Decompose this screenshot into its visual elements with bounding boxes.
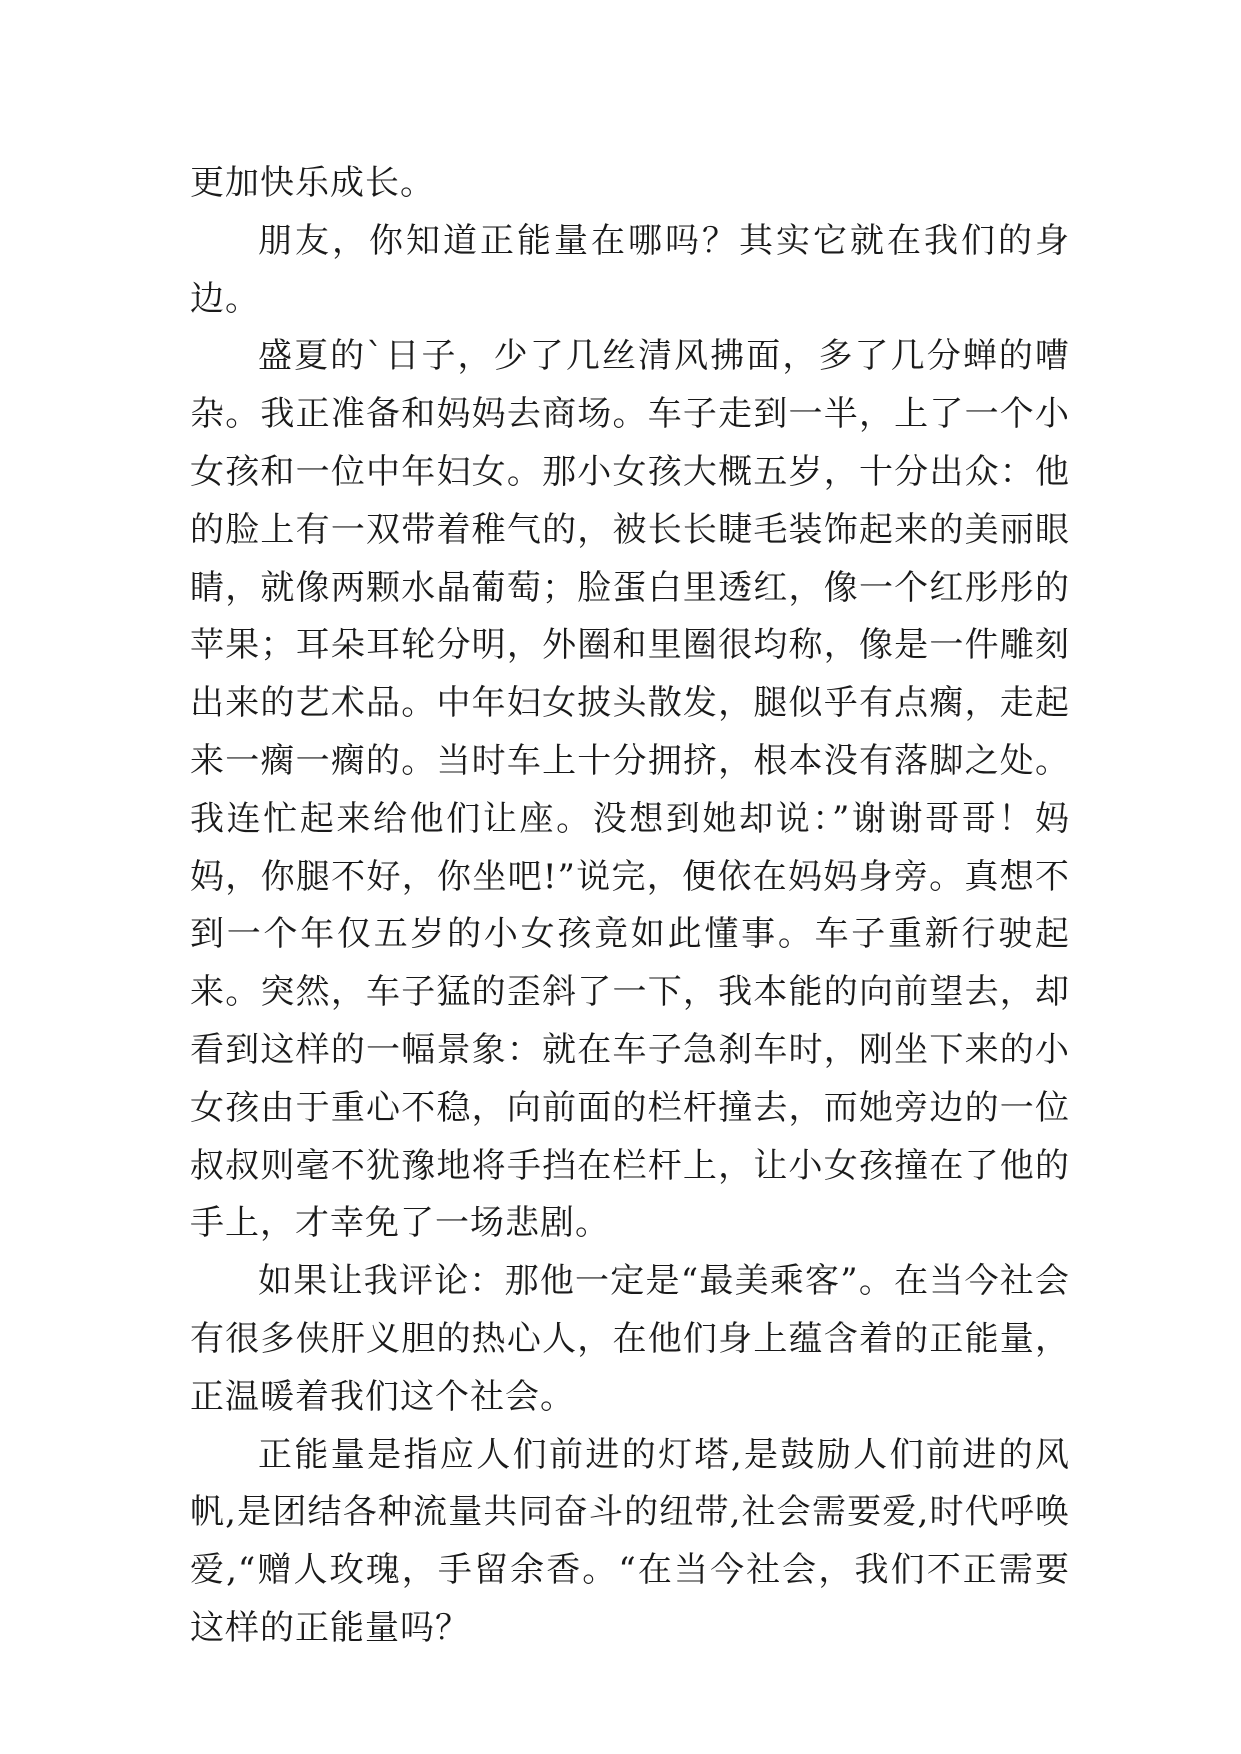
paragraph-question: 朋友，你知道正能量在哪吗？其实它就在我们的身边。 xyxy=(190,220,1070,319)
paragraph-conclusion: 正能量是指应人们前进的灯塔,是鼓励人们前进的风帆,是团结各种流量共同奋斗的纽带,社会需要爱,时代呼唤爱,“赠人玫瑰，手留余香。“在当今社会，我们不正需要这样的正能量吗？ xyxy=(190,1434,1070,1648)
paragraph-comment: 如果让我评论：那他一定是“最美乘客”。在当今社会有很多侠肝义胆的热心人，在他们身上蕴含着的正能量，正温暖着我们这个社会。 xyxy=(190,1261,1070,1417)
paragraph-continuation: 更加快乐成长。 xyxy=(190,163,435,203)
paragraph-story: 盛夏的`日子，少了几丝清风拂面，多了几分蝉的嘈杂。我正准备和妈妈去商场。车子走到一半，上了一个小女孩和一位中年妇女。那小女孩大概五岁，十分出众：他的脸上有一双带着稚气的，被长长睫毛装饰起来的美丽眼睛，就像两颗水晶葡萄；脸蛋白里透红，像一个红彤彤的苹果；耳朵耳轮分明，外圈和里圈很均称，像是一件雕刻出来的艺术品。中年妇女披头散发，腿似乎有点瘸，走起来一瘸一瘸的。当时车上十分拥挤，根本没有落脚之处。我连忙起来给他们让座。没想到她却说：”谢谢哥哥！妈妈，你腿不好，你坐吧!”说完，便依在妈妈身旁。真想不到一个年仅五岁的小女孩竟如此懂事。车子重新行驶起来。突然，车子猛的歪斜了一下，我本能的向前望去，却看到这样的一幅景象：就在车子急刹车时，刚坐下来的小女孩由于重心不稳，向前面的栏杆撞去，而她旁边的一位叔叔则毫不犹豫地将手挡在栏杆上，让小女孩撞在了他的手上，才幸免了一场悲剧。 xyxy=(190,336,1070,1244)
document-body xyxy=(190,155,1070,1658)
